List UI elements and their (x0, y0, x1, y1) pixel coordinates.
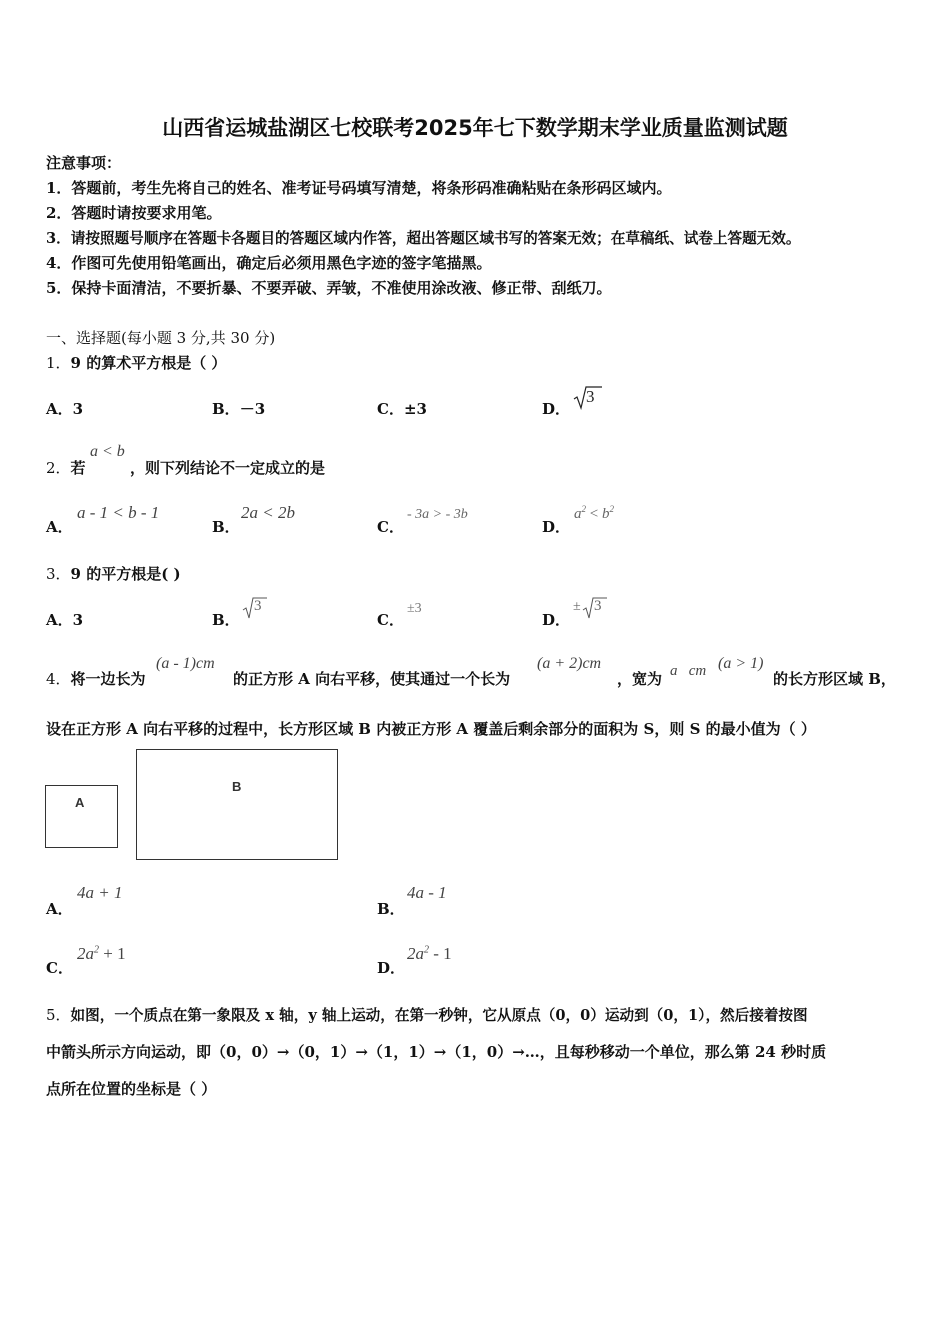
note-item: 3．请按照题号顺序在答题卡各题目的答题区域内作答，超出答题区域书写的答案无效；在草稿纸、试卷上答题无效。 (46, 230, 801, 247)
note-item: 5．保持卡面清洁，不要折暴、不要弄破、弄皱，不准使用涂改液、修正带、刮纸刀。 (46, 279, 612, 297)
q4-option-a-value: 4a + 1 (77, 883, 123, 902)
question-number: 1． (46, 354, 71, 372)
q4-text-line2: 设在正方形 A 向右平移的过程中，长方形区域 B 内被正方形 A 覆盖后剩余部分的面积为 S，则 S 的最小值为（ ） (46, 720, 816, 738)
section-heading: 一、选择题(每小题 3 分,共 30 分) (46, 329, 276, 347)
q4-option-c-value: $2a^2 + 1$ (77, 944, 126, 963)
question-stem: 9 的算术平方根是（ ） (70, 354, 227, 372)
question-5-line3: 点所在位置的坐标是（ ） (46, 1080, 217, 1098)
q1-option-a (46, 398, 83, 419)
question-3: 3．9 的平方根是( ) (46, 565, 181, 583)
option-value: 3 (72, 400, 84, 418)
q4-math-width: a cm (670, 663, 707, 679)
figure-rectangle-b (136, 749, 338, 860)
figure-square-a (45, 785, 118, 848)
q4-text: ，宽为 (617, 670, 663, 688)
option-label: B． (212, 400, 240, 418)
notes-heading: 注意事项： (46, 154, 122, 172)
q4-text: 的正方形 A 向右平移，使其通过一个长为 (233, 670, 511, 688)
q2-option-d-label: D． (542, 518, 571, 536)
q4-math-condition: (a > 1) (718, 655, 764, 672)
question-1 (46, 352, 226, 373)
q1-option-c (377, 398, 427, 419)
note-item: 2．答题时请按要求用笔。 (46, 204, 222, 222)
question-5-line1: 5．如图，一个质点在第一象限及 x 轴，y 轴上运动，在第一秒钟，它从原点（0，0）运动到（0，1），然后接着按图 (46, 1006, 808, 1024)
q4-option-a-label: A． (46, 900, 73, 918)
q2-option-b-value: 2a < 2b (241, 503, 295, 522)
figure-label-b: B (232, 779, 242, 794)
note-item: 4．作图可先使用铅笔画出，确定后必须用黑色字迹的签字笔描黑。 (46, 254, 492, 272)
q2-option-a-value: a - 1 < b - 1 (77, 503, 160, 522)
q3-option-b-label: B． (212, 611, 240, 629)
q2-option-c-label: C． (377, 518, 404, 536)
figure-label-a: A (75, 795, 85, 810)
q4-math-side: (a - 1)cm (156, 655, 215, 672)
q4-text: 的长方形区域 B， (773, 670, 896, 688)
q2-option-d-value: $a^2 < b^2$ (574, 504, 614, 522)
q2-number-pre: 2．若 (46, 459, 86, 477)
option-label: C． (377, 400, 404, 418)
option-value: －3 (239, 400, 266, 418)
q4-option-d-value: $2a^2 - 1$ (407, 944, 452, 963)
q3-option-d-label: D． (542, 611, 571, 629)
q3-option-c-label: C． (377, 611, 404, 629)
q4-option-c-label: C． (46, 959, 73, 977)
q4-option-b-label: B． (377, 900, 405, 918)
q2-option-c-value: - 3a > - 3b (407, 507, 468, 522)
page-title: 山西省运城盐湖区七校联考2025年七下数学期末学业质量监测试题 (162, 116, 788, 140)
q1-option-d-label: D． (542, 400, 571, 418)
note-item: 1．答题前，考生先将自己的姓名、准考证号码填写清楚，将条形码准确粘贴在条形码区域内。 (46, 179, 672, 197)
option-value: ±3 (403, 400, 427, 418)
question-5-line2: 中箭头所示方向运动，即（0，0）→（0，1）→（1，1）→（1，0）→…，且每秒移动一个单位，那么第 24 秒时质 (46, 1043, 827, 1061)
q3-option-a: A．3 (46, 611, 84, 629)
q3-option-c-value: ±3 (407, 601, 422, 616)
q2-option-a-label: A． (46, 518, 73, 536)
q4-option-b-value: 4a - 1 (407, 883, 447, 902)
q2-condition: a < b (90, 443, 125, 460)
q4-math-length: (a + 2)cm (537, 655, 602, 672)
q4-option-d-label: D． (377, 959, 406, 977)
option-label: A． (46, 400, 73, 418)
q4-number: 4．将一边长为 (46, 670, 146, 688)
q2-stem: ，则下列结论不一定成立的是 (130, 459, 326, 477)
q1-option-b (212, 398, 265, 419)
q2-option-b-label: B． (212, 518, 240, 536)
